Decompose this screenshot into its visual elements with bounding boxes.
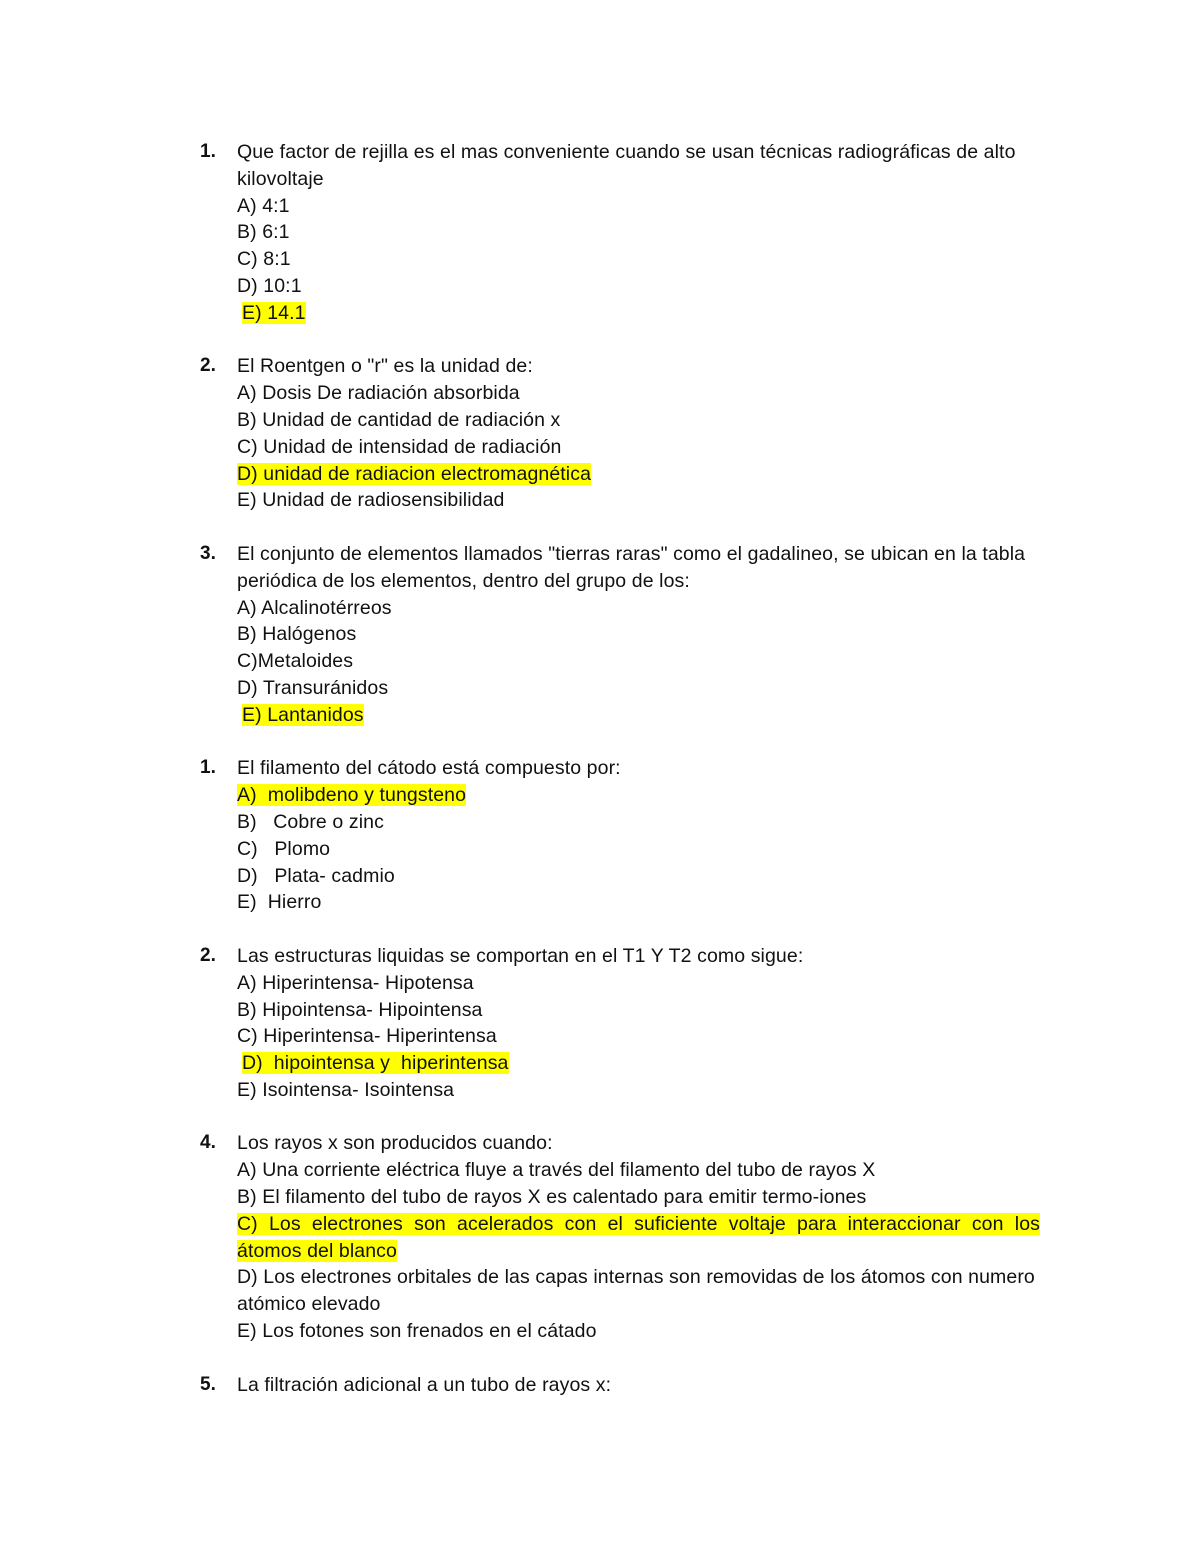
question-item: [200, 943, 1040, 1104]
option-d-answer: [242, 1050, 1040, 1077]
question-number: 5.: [200, 1373, 216, 1395]
option-a: A) Alcalinotérreos: [237, 596, 392, 619]
option-a: A) Dosis De radiación absorbida: [237, 382, 520, 405]
question-item: [200, 353, 1040, 514]
question-number: 2.: [200, 944, 216, 966]
highlighted-answer: E) 14.1: [242, 301, 306, 324]
question-text: La filtración adicional a un tubo de rayos x:: [237, 1373, 612, 1396]
option-d: D) Los electrones orbitales de las capas internas son removidas de los átomos con numero atómico elevado: [237, 1266, 1035, 1316]
option-e-answer: [242, 300, 1040, 327]
option-a: A) 4:1: [237, 194, 290, 217]
question-text: El filamento del cátodo está compuesto por:: [237, 757, 621, 780]
question-item: [200, 1372, 1040, 1399]
option-c: C) Hiperintensa- Hiperintensa: [237, 1025, 497, 1048]
option-b: B) Cobre o zinc: [237, 810, 384, 833]
option-c-answer: [237, 1211, 1040, 1265]
question-number: 1.: [200, 141, 216, 162]
highlighted-answer: C) Los electrones son acelerados con el suficiente voltaje para interaccionar con los átomos del blanco: [237, 1212, 1040, 1262]
option-d: D) Plata- cadmio: [237, 864, 395, 887]
option-d: D) Transuránidos: [237, 676, 389, 699]
question-list: [200, 139, 1040, 1425]
question-item: [200, 541, 1040, 729]
option-e-answer: [242, 702, 1040, 729]
question-text: Las estructuras liquidas se comportan en el T1 Y T2 como sigue:: [237, 944, 804, 967]
option-c: C) Unidad de intensidad de radiación: [237, 435, 562, 458]
option-c: C) Plomo: [237, 837, 331, 860]
question-number: 2.: [200, 355, 216, 377]
option-a: A) Hiperintensa- Hipotensa: [237, 971, 474, 994]
question-text: El Roentgen o "r" es la unidad de:: [237, 355, 533, 378]
question-number: 3.: [200, 542, 216, 564]
question-text: Los rayos x son producidos cuando:: [237, 1132, 553, 1155]
option-e: E) Los fotones son frenados en el cátado: [237, 1320, 597, 1343]
option-c: C)Metaloides: [237, 650, 354, 673]
option-d-answer: [237, 461, 1040, 488]
option-e: E) Unidad de radiosensibilidad: [237, 489, 505, 512]
question-number: 4.: [200, 1132, 216, 1154]
option-e: E) Hierro: [237, 891, 322, 914]
option-a-answer: [237, 782, 1040, 809]
question-text: El conjunto de elementos llamados "tierras raras" como el gadalineo, se ubican en la tabla periódica de los elementos, dentro del grupo de los:: [237, 542, 1026, 592]
question-text: Que factor de rejilla es el mas conveniente cuando se usan técnicas radiográficas de alto kilovoltaje: [237, 141, 1016, 190]
option-b: B) 6:1: [237, 221, 290, 244]
highlighted-answer: D) hipointensa y hiperintensa: [242, 1052, 509, 1075]
highlighted-answer: A) molibdeno y tungsteno: [237, 784, 467, 807]
option-b: B) Halógenos: [237, 623, 357, 646]
option-b: B) El filamento del tubo de rayos X es calentado para emitir termo-iones: [237, 1186, 867, 1209]
highlighted-answer: D) unidad de radiacion electromagnética: [237, 462, 592, 485]
option-c: C) 8:1: [237, 248, 291, 271]
option-b: B) Hipointensa- Hipointensa: [237, 998, 483, 1021]
option-d: D) 10:1: [237, 274, 302, 297]
question-number: 1.: [200, 757, 216, 779]
option-e: E) Isointensa- Isointensa: [237, 1078, 455, 1101]
option-a: A) Una corriente eléctrica fluye a través del filamento del tubo de rayos X: [237, 1159, 876, 1182]
highlighted-answer: E) Lantanidos: [242, 703, 364, 726]
question-item: [200, 1130, 1040, 1344]
question-item: [200, 755, 1040, 916]
question-item: [200, 139, 1040, 327]
option-b: B) Unidad de cantidad de radiación x: [237, 408, 561, 431]
